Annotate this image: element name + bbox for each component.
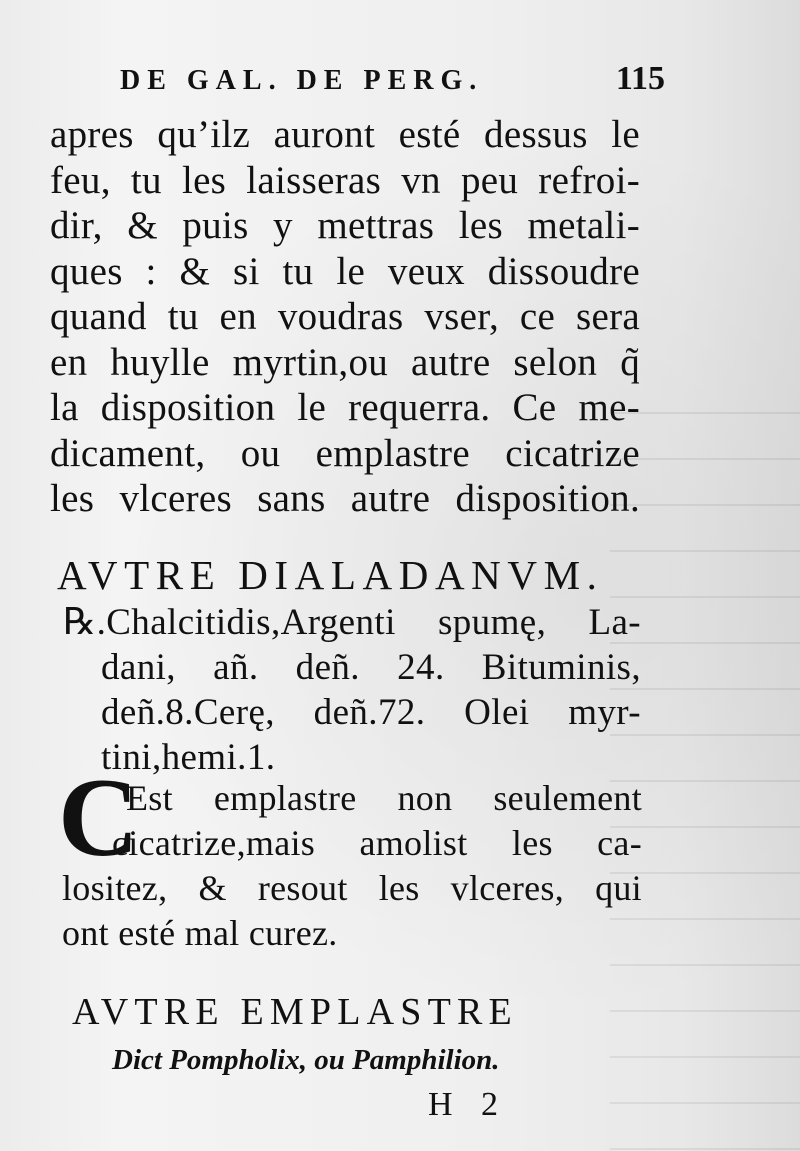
recipe-line: tini,hemi.1. [101,737,276,778]
paragraph-1 [50,112,640,522]
text-line: en huylle myrtin,ou autre selon q̃ [50,340,640,384]
section-subheading: Dict Pompholix, ou Pamphilion. [112,1044,500,1076]
text-line: lositez, & resout les vlceres, qui [62,868,642,908]
text-line: les vlceres sans autre disposition. [50,477,640,520]
text-line: ont esté mal curez. [62,913,338,953]
text-line: quand tu en voudras vser, ce sera [50,295,640,338]
recipe-line: deñ.8.Cerę, deñ.72. Olei myr- [101,692,641,733]
signature-mark: H 2 [428,1086,509,1123]
text-line: feu, tu les laisseras vn peu refroi- [50,158,640,202]
text-line: Est emplastre non seulement [126,778,642,818]
section-heading: AVTRE DIALADANVM. [57,552,604,598]
running-title: DE GAL. DE PERG. [120,65,484,96]
running-header [120,60,665,102]
recipe-block [63,600,641,780]
text-line: dicament, ou emplastre cicatrize [50,431,640,475]
text-line: la disposition le requerra. Ce me- [50,386,640,429]
text-line: cicatrize,mais amolist les ca- [112,823,642,863]
paragraph-2 [62,776,642,956]
recipe-line: dani, añ. deñ. 24. Bituminis, [101,647,641,688]
drop-cap: C [58,756,139,880]
section-heading: AVTRE EMPLASTRE [72,991,518,1033]
text-line: dir, & puis y mettras les metali- [50,204,640,247]
page-number: 115 [615,60,665,97]
text-line: ques : & si tu le veux dissoudre [50,249,640,293]
text-line: apres qu’ilz auront esté dessus le [50,113,640,156]
recipe-line: ℞.Chalcitidis,Argenti spumę, La- [63,602,641,643]
